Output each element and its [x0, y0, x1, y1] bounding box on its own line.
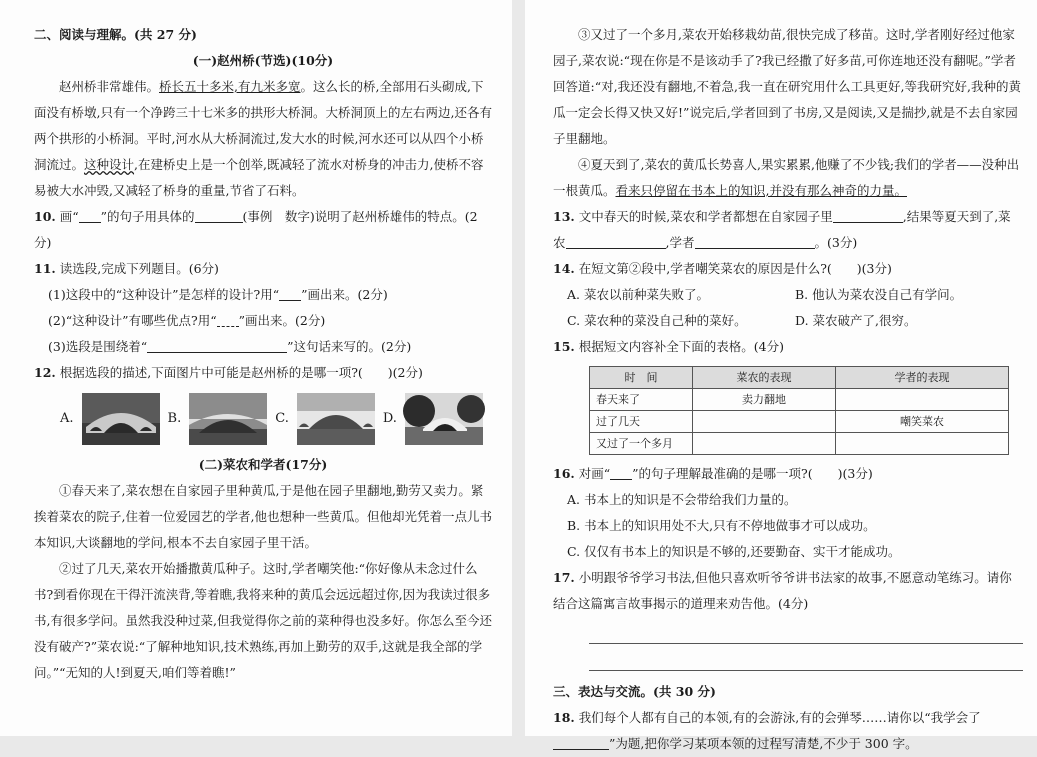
table-cell: 又过了一个多月: [590, 433, 693, 455]
option-a-label: A.: [60, 411, 74, 426]
answer-blank[interactable]: [833, 208, 903, 223]
question-14-options-row-1: [553, 282, 1023, 308]
section-3-heading: 三、表达与交流。(共 30 分): [553, 684, 716, 699]
header-time: 时 间: [590, 367, 693, 389]
bridge-photo-c[interactable]: [297, 393, 375, 445]
option-d-label: D.: [382, 411, 397, 426]
option-a[interactable]: A. 书本上的知识是不会带给我们力量的。: [567, 492, 797, 507]
question-14: 14. 在短文第②段中,学者嘲笑菜农的原因是什么?( )(3分): [553, 261, 892, 276]
section-2-heading: 二、阅读与理解。(共 27 分): [34, 27, 197, 42]
answer-blank[interactable]: [566, 234, 666, 249]
table-cell: 卖力翻地: [693, 389, 836, 411]
passage-2-para-3: ③又过了一个多月,菜农开始移栽幼苗,很快完成了移苗。这时,学者刚好经过他家园子,菜农说:“现在你是不是该动手了?我已经撒了好多苗,可你连地还没有翻呢。”学者回答道:“对,我还没有翻地,不着急,我一直在研究用什么工具更好,等我研究好,我种的黄瓜一定会长得又快又好!”说完后,学者回到了书房,又是阅读,又是揣抄,就是不去自家园子里翻地。: [553, 27, 1021, 146]
table-cell[interactable]: [836, 389, 1009, 411]
passage-1-body: 赵州桥非常雄伟。桥长五十多米,有九米多宽。这么长的桥,全部用石头砌成,下面没有桥墩,只有一个净跨三十七米多的拱形大桥洞。大桥洞顶上的左右两边,还各有两个拱形的小桥洞。平时,河水从大桥洞流过,发大水的时候,河水还可以从四个小桥洞流过。这种设计,在建桥史上是一个创举,既减轻了流水对桥身的冲击力,使桥不容易被大水冲毁,又减轻了桥身的重量,节省了石料。: [34, 79, 492, 198]
answer-blank[interactable]: [695, 234, 815, 249]
answer-blank[interactable]: [147, 338, 287, 353]
option-b[interactable]: B. 他认为菜农没自己有学问。: [795, 287, 963, 302]
question-11-3: (3)选段是围绕着“ ”这句话来写的。(2分): [48, 339, 412, 354]
option-b[interactable]: B. 书本上的知识用处不大,只有不停地做事才可以成功。: [567, 518, 876, 533]
question-15: 15. 根据短文内容补全下面的表格。(4分): [553, 339, 784, 354]
answer-blank[interactable]: [195, 208, 243, 223]
wavy-phrase: 这种设计: [84, 157, 135, 172]
answer-line[interactable]: [589, 650, 1023, 671]
table-cell[interactable]: [693, 411, 836, 433]
passage-2-para-4: ④夏天到了,菜农的黄瓜长势喜人,果实累累,他赚了不少钱;我们的学者——没种出一根黄瓜。看来只停留在书本上的知识,并没有那么神奇的力量。: [553, 157, 1020, 198]
question-11-2: (2)“这种设计”有哪些优点?用“ ”画出来。(2分): [48, 313, 326, 328]
bridge-photo-b[interactable]: [189, 393, 267, 445]
underlined-conclusion: 看来只停留在书本上的知识,并没有那么神奇的力量。: [615, 183, 907, 198]
table-cell: 过了几天: [590, 411, 693, 433]
answer-table: [589, 366, 1009, 455]
question-18: 18. 我们每个人都有自己的本领,有的会游泳,有的会弹琴……请你以“我学会了”为题,把你学习某项本领的过程写清楚,不少于 300 字。: [553, 710, 981, 751]
question-13: 13. 文中春天的时候,菜农和学者都想在自家园子里 ,结果等夏天到了,菜农 ,学者 。(3分): [553, 209, 1011, 250]
option-d[interactable]: D. 菜农破产了,很穷。: [795, 313, 917, 328]
table-cell[interactable]: [693, 433, 836, 455]
left-page: [0, 0, 512, 736]
answer-blank[interactable]: [553, 735, 609, 750]
passage-1-title: (一)赵州桥(节选)(10分): [192, 53, 334, 68]
option-a[interactable]: A. 菜农以前种菜失败了。: [567, 287, 709, 302]
bridge-image-options: [60, 390, 492, 448]
answer-line[interactable]: [589, 623, 1023, 644]
question-10: 10. 画“ ”的句子用具体的 (事例 数字)说明了赵州桥雄伟的特点。(2分): [34, 209, 478, 250]
passage-2-para-1: ①春天来了,菜农想在自家园子里种黄瓜,于是他在园子里翻地,勤劳又卖力。紧挨着菜农的院子,住着一位爱园艺的学者,他也想种一些黄瓜。但他却光凭着一点儿书本知识,大谈翻地的学问,根本不去自家园子里干活。: [34, 483, 492, 550]
option-c[interactable]: C. 菜农种的菜没自己种的菜好。: [567, 313, 747, 328]
bridge-photo-d[interactable]: [405, 393, 483, 445]
question-11: 11. 读选段,完成下列题目。(6分): [34, 261, 219, 276]
table-cell[interactable]: [836, 433, 1009, 455]
table-cell: 嘲笑菜农: [836, 411, 1009, 433]
question-12: 12. 根据选段的描述,下面图片中可能是赵州桥的是哪一项?( )(2分): [34, 365, 423, 380]
header-scholar: 学者的表现: [836, 367, 1009, 389]
right-page: [525, 0, 1037, 751]
option-c[interactable]: C. 仅仅有书本上的知识是不够的,还要勤奋、实干才能成功。: [567, 544, 901, 559]
passage-2-title: (二)菜农和学者(17分): [198, 457, 328, 472]
question-11-1: (1)这段中的“这种设计”是怎样的设计?用“ ”画出来。(2分): [48, 287, 388, 302]
option-c-label: C.: [275, 411, 289, 426]
question-16: 16. 对画“ ”的句子理解最准确的是哪一项?( )(3分): [553, 466, 873, 481]
table-header-row: [590, 367, 1009, 389]
header-farmer: 菜农的表现: [693, 367, 836, 389]
underlined-sentence: 桥长五十多米,有九米多宽: [159, 79, 301, 94]
question-14-options-row-2: [553, 308, 1023, 334]
table-row: [590, 411, 1009, 433]
table-cell: 春天来了: [590, 389, 693, 411]
table-row: [590, 389, 1009, 411]
question-17: 17. 小明跟爷爷学习书法,但他只喜欢听爷爷讲书法家的故事,不愿意动笔练习。请你结合这篇寓言故事揭示的道理来劝告他。(4分): [553, 570, 1012, 611]
passage-2-para-2: ②过了几天,菜农开始播撒黄瓜种子。这时,学者嘲笑他:“你好像从未念过什么书?到看你现在干得汗流浃背,等着瞧,我将来种的黄瓜会远远超过你,因为我读过很多书,有很多学问。虽然我没种过菜,但我觉得你之前的菜种得也没多好。你怎么至今还没有破产?”菜农说:“了解种地知识,技术熟练,再加上勤劳的双手,这就是我全部的学问。”“无知的人!到夏天,咱们等着瞧!”: [34, 561, 492, 680]
option-b-label: B.: [167, 411, 182, 426]
bridge-photo-a[interactable]: [82, 393, 160, 445]
table-row: [590, 433, 1009, 455]
